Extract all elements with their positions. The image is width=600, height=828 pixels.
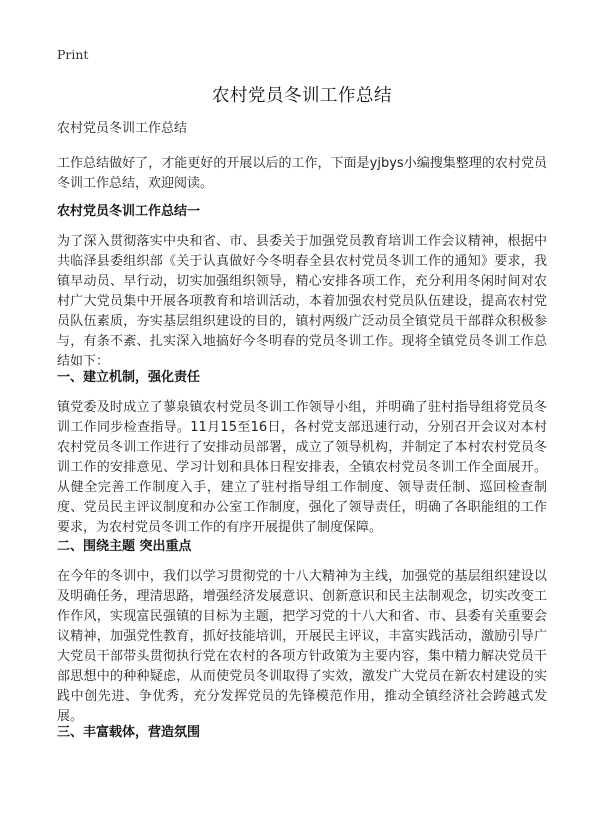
part1-heading: 农村党员冬训工作总结一 [57,204,201,219]
intro-paragraph: 工作总结做好了，才能更好的开展以后的工作，下面是yjbys小编搜集整理的农村党员冬训工作总结，欢迎阅读。 [57,156,547,191]
section1-heading: 一、建立机制，强化责任 [57,370,201,385]
print-link[interactable]: Print [57,47,89,62]
part1-paragraph: 为了深入贯彻落实中央和省、市、县委关于加强党员教育培训工作会议精神，根据中共临泽县委组织部《关于认真做好今冬明春全县农村党员冬训工作的通知》要求，我镇早动员、早行动，切实加强组织领导，精心安排各项工作，充分利用冬闲时间对农村广大党员集中开展各项教育和培训活动，本着加强农村党员队伍建设，提高农村党员队伍素质，夯实基层组织建设的目的，镇村两级广泛动员全镇党员干部群众积极参与，有条不紊、扎实深入地搞好今冬明春的党员冬训工作。现将全镇党员冬训工作总结如下： [57,234,547,369]
page-title: 农村党员冬训工作总结 [212,86,392,106]
section2-paragraph: 在今年的冬训中，我们以学习贯彻党的十八大精神为主线，加强党的基层组织建设以及明确任务，理清思路，增强经济发展意识、创新意识和民主法制观念，切实改变工作作风，实现富民强镇的目标为主题，把学习党的十八大和省、市、县委有关重要会议精神，加强党性教育，抓好技能培训，开展民主评议，丰富实践活动，激励引导广大党员干部带头贯彻执行党在农村的各项方针政策为主要内容，集中精力解决党员干部思想中的种种疑虑，从而使党员冬训取得了实效，激发广大党员在新农村建设的实践中创先进、争优秀，充分发挥党员的先锋模范作用，推动全镇经济社会跨越式发展。 [57,569,547,724]
document-subtitle: 农村党员冬训工作总结 [57,121,188,136]
section2-heading: 二、围绕主题 突出重点 [57,539,192,554]
section3-heading: 三、丰富载体，营造氛围 [57,725,201,740]
section1-paragraph: 镇党委及时成立了蓼泉镇农村党员冬训工作领导小组，并明确了驻村指导组将党员冬训工作同步检查指导。11月15至16日，各村党支部迅速行动，分别召开会议对本村农村党员冬训工作进行了安排动员部署，成立了领导机构，并制定了本村农村党员冬训工作的安排意见、学习计划和具体日程安排表，全镇农村党员冬训工作全面展开。从健全完善工作制度入手，建立了驻村指导组工作制度、领导责任制、巡回检查制度、党员民主评议制度和办公室工作制度，强化了领导责任，明确了各职能组的工作要求，为农村党员冬训工作的有序开展提供了制度保障。 [57,400,547,535]
